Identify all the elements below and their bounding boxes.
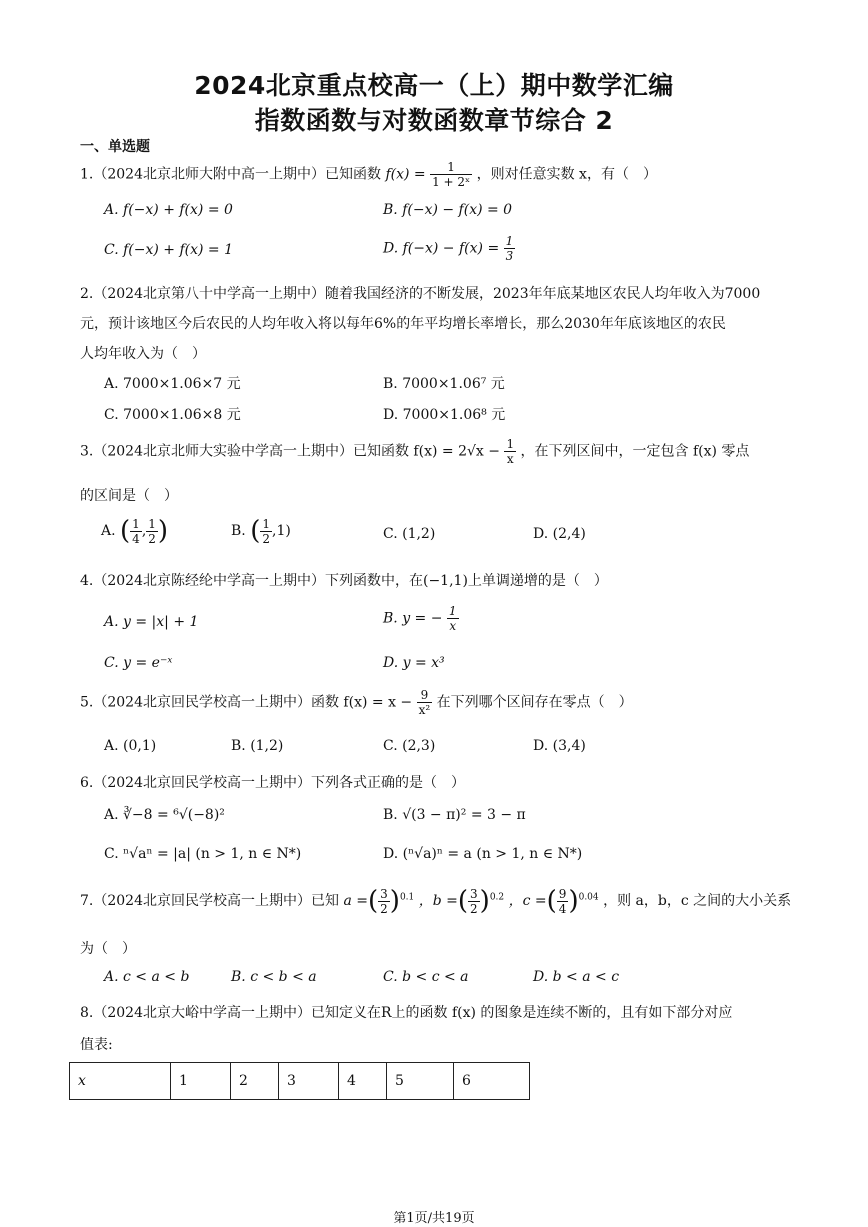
question-4-option-b: B. y = − $\frac{1}{x}$ — [383, 604, 457, 633]
fraction: $\frac{9}{\text{x²}}$ — [418, 688, 431, 717]
question-1-stem: 1.（2024北京北师大附中高一上期中）已知函数 f(x) = $\frac{1}{\text{1 + 2ˣ}}$ ，则对任意实数 x，有（ ） — [80, 160, 657, 189]
question-3-line-2: 的区间是（ ） — [80, 488, 178, 504]
table-row — [70, 1063, 530, 1100]
fraction: $\frac{9}{4}$ — [558, 886, 567, 916]
question-7-option-a: A. c < a < b — [104, 969, 190, 985]
question-4-stem: 4.（2024北京陈经纶中学高一上期中）下列函数中，在(−1,1)上单调递增的是（ ） — [80, 573, 608, 589]
section-heading: 一、单选题 — [80, 139, 150, 155]
question-2-line-2: 元，预计该地区今后农民的人均年收入将以每年6%的年平均增长率增长，那么2030年年底该地区的农民 — [80, 316, 726, 332]
question-6-stem: 6.（2024北京回民学校高一上期中）下列各式正确的是（ ） — [80, 775, 465, 791]
question-1-option-d: D. f(−x) − f(x) = $\frac{1}{3}$ — [383, 234, 514, 263]
question-7-option-c: C. b < c < a — [383, 969, 469, 985]
question-5-stem: 5.（2024北京回民学校高一上期中）函数 f(x) = x − $\frac{9}{\text{x²}}$ 在下列哪个区间存在零点（ ） — [80, 688, 633, 717]
table-cell: x — [70, 1063, 171, 1100]
question-2-option-b: B. 7000×1.06⁷ 元 — [383, 376, 505, 392]
question-4-option-a: A. y = |x| + 1 — [104, 614, 199, 630]
question-1-option-a: A. f(−x) + f(x) = 0 — [104, 202, 233, 218]
question-3-option-d: D. (2,4) — [533, 526, 586, 542]
question-6-option-d: D. (ⁿ√a)ⁿ = a (n > 1, n ∈ N*) — [383, 846, 583, 862]
table-cell: 1 — [171, 1063, 231, 1100]
question-2-line-3: 人均年收入为（ ） — [80, 346, 206, 362]
fraction: $\frac{1}{x}$ — [448, 604, 457, 633]
table-cell: 5 — [387, 1063, 454, 1100]
question-7-line-2: 为（ ） — [80, 941, 136, 957]
question-6-option-b: B. √(3 − π)² = 3 − π — [383, 807, 526, 823]
question-3-option-c: C. (1,2) — [383, 526, 436, 542]
table-cell: 3 — [279, 1063, 339, 1100]
question-5-option-d: D. (3,4) — [533, 738, 586, 754]
fraction: $\frac{1}{x}$ — [506, 437, 515, 466]
document-title: 2024北京重点校高一（上）期中数学汇编 — [194, 71, 674, 100]
value-table — [69, 1062, 530, 1100]
fraction: $\frac{3}{2}$ — [470, 886, 478, 916]
fraction: $\frac{1}{4}$ — [132, 516, 140, 546]
fraction: $\frac{1}{2}$ — [262, 516, 270, 546]
document-subtitle: 指数函数与对数函数章节综合 2 — [254, 106, 614, 135]
question-4-option-c: C. y = e⁻ˣ — [104, 655, 173, 671]
question-2-option-d: D. 7000×1.06⁸ 元 — [383, 407, 506, 423]
question-7-option-b: B. c < b < a — [231, 969, 317, 985]
question-3-option-b: B. ( $\frac{1}{2}$ ,1) — [231, 516, 291, 546]
question-3-stem: 3.（2024北京北师大实验中学高一上期中）已知函数 f(x) = 2√x − $\frac{1}{x}$ ，在下列区间中，一定包含 f(x) 零点 — [80, 437, 750, 466]
question-2-option-a: A. 7000×1.06×7 元 — [104, 376, 241, 392]
question-8-line-2: 值表: — [80, 1037, 113, 1053]
fraction: $\frac{1}{\text{1 + 2ˣ}}$ — [432, 160, 471, 189]
fraction: $\frac{3}{2}$ — [380, 886, 388, 916]
question-2-line-1: 2.（2024北京第八十中学高一上期中）随着我国经济的不断发展，2023年年底某地区农民人均年收入为7000 — [80, 286, 761, 302]
fraction: $\frac{1}{2}$ — [148, 516, 156, 546]
table-cell: 6 — [454, 1063, 530, 1100]
page-number: 第1页/共19页 — [393, 1211, 475, 1226]
question-7-stem: 7.（2024北京回民学校高一上期中）已知 a =( $\frac{3}{2}$ )$^{0.1}$ ，b =( $\frac{3}{2}$ )$^{0.2}$ ，c =( $\frac{9}{4}$ )$^{0.04}$ ，则 a，b，c 之间的大小关系 — [80, 886, 792, 916]
question-2-option-c: C. 7000×1.06×8 元 — [104, 407, 241, 423]
question-5-option-c: C. (2,3) — [383, 738, 436, 754]
question-5-option-b: B. (1,2) — [231, 738, 284, 754]
table-cell: 4 — [339, 1063, 387, 1100]
question-6-option-c: C. ⁿ√aⁿ = |a| (n > 1, n ∈ N*) — [104, 846, 302, 862]
question-8-line-1: 8.（2024北京大峪中学高一上期中）已知定义在R上的函数 f(x) 的图象是连续不断的，且有如下部分对应 — [80, 1005, 733, 1021]
question-1-option-c: C. f(−x) + f(x) = 1 — [104, 242, 234, 258]
question-5-option-a: A. (0,1) — [104, 738, 157, 754]
question-3-option-a: A. ( $\frac{1}{4}$ , $\frac{1}{2}$ ) — [101, 516, 169, 546]
question-6-option-a: A. ∛−8 = ⁶√(−8)² — [104, 807, 225, 823]
question-4-option-d: D. y = x³ — [383, 655, 445, 671]
question-1-option-b: B. f(−x) − f(x) = 0 — [383, 202, 513, 218]
fraction: $\frac{1}{3}$ — [505, 234, 514, 263]
table-cell: 2 — [231, 1063, 279, 1100]
question-7-option-d: D. b < a < c — [533, 969, 620, 985]
